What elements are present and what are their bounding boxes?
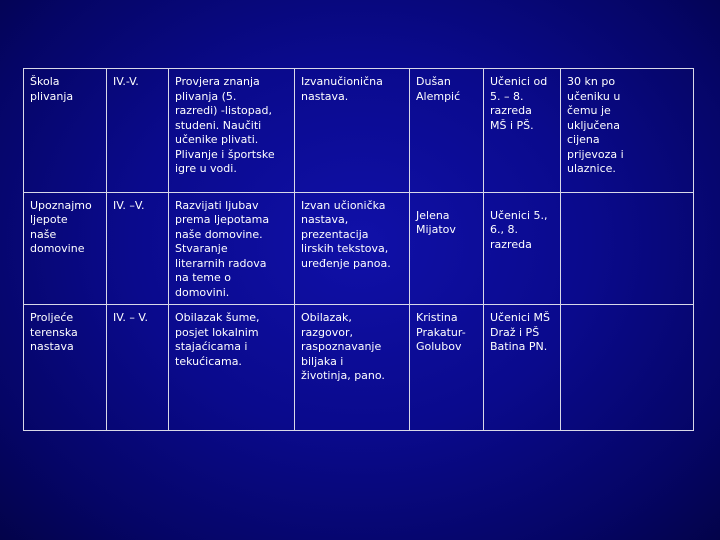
teacher-cell	[410, 192, 484, 305]
teacher-cell	[410, 69, 484, 193]
cell-text: IV. – V.	[113, 311, 148, 325]
cell-text: 30 kn po učeniku u čemu je uključena cijena prijevoza i ulaznice.	[567, 75, 624, 175]
teacher-cell	[410, 305, 484, 431]
cell-text: IV.-V.	[113, 75, 139, 88]
cell-text: Škola plivanja	[30, 75, 74, 103]
cell-text: Proljeće terenska nastava	[30, 311, 78, 354]
cell-text: Izvan učionička nastava, prezentacija lirskih tekstova, uređenje panoa.	[301, 198, 391, 270]
participants-cell	[484, 192, 561, 305]
grade-range-cell	[107, 192, 169, 305]
cell-text: Izvanučionična nastava.	[301, 75, 383, 103]
goals-cell	[169, 69, 295, 193]
method-cell	[295, 305, 410, 431]
method-cell	[295, 69, 410, 193]
cost-cell	[561, 305, 694, 431]
activities-table	[23, 68, 694, 431]
cell-text: IV. –V.	[113, 198, 145, 212]
activity-name-cell	[24, 305, 107, 431]
goals-cell	[169, 192, 295, 305]
cell-text: Učenici MŠ Draž i PŠ Batina PN.	[490, 311, 550, 354]
cell-text: Razvijati ljubav prema ljepotama naše domovine. Stvaranje literarnih radova na teme o domovini.	[175, 198, 270, 299]
cell-text: Jelena Mijatov	[416, 208, 456, 236]
cell-text: Upoznajmo ljepote naše domovine	[30, 198, 92, 255]
cell-text: Obilazak, razgovor, raspoznavanje biljaka i životinja, pano.	[301, 311, 385, 383]
cell-text: Provjera znanja plivanja (5. razredi) -listopad, studeni. Naučiti učenike plivati. Plivanje i športske igre u vodi.	[175, 75, 275, 175]
cell-text: Učenici 5., 6., 8. razreda	[490, 208, 548, 251]
cost-cell	[561, 192, 694, 305]
table-row	[24, 192, 694, 305]
method-cell	[295, 192, 410, 305]
activity-name-cell	[24, 192, 107, 305]
participants-cell	[484, 69, 561, 193]
goals-cell	[169, 305, 295, 431]
cell-text: Obilazak šume, posjet lokalnim stajaćicama i tekućicama.	[175, 311, 260, 368]
cell-text: Dušan Alempić	[416, 75, 461, 103]
participants-cell	[484, 305, 561, 431]
table-row	[24, 305, 694, 431]
cell-text: Učenici od 5. – 8. razreda MŠ i PŠ.	[490, 75, 548, 132]
activity-name-cell	[24, 69, 107, 193]
grade-range-cell	[107, 305, 169, 431]
cost-cell	[561, 69, 694, 193]
grade-range-cell	[107, 69, 169, 193]
cell-text: Kristina Prakatur- Golubov	[416, 311, 466, 354]
table-row	[24, 69, 694, 193]
